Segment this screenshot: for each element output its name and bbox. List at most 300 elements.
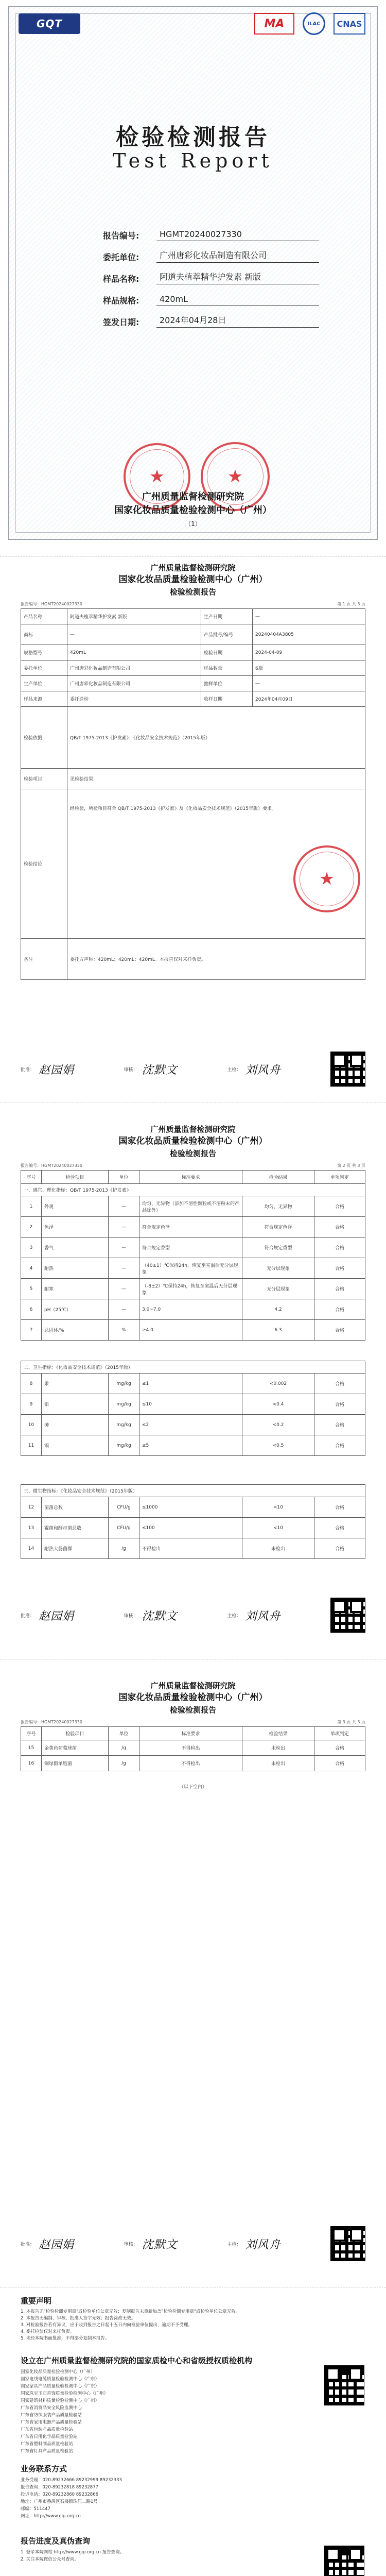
cell: % [109,1320,139,1341]
statement-title: 重要声明 [21,2296,52,2306]
header-center: 国家化妆品质量检验检测中心（广州） [118,1692,268,1703]
cell: 9 [21,1394,42,1415]
cell-value: 阿道夫植萃精华护发素 新版 [67,609,201,624]
cell: ≤10 [139,1394,242,1415]
cell-value: 2024年04月09日 [253,691,365,707]
header-center: 国家化妆品质量检验检测中心（广州） [118,574,268,585]
field-label: 样品规格: [103,296,139,306]
cell: 耐热 [42,1258,109,1279]
section-title: 三、微生物指标：《化妆品安全技术规范》（2015年版） [21,1485,365,1497]
statement-item: 3. 对检验报告若有异议，应于收到报告之日起十五日内向检验单位提出，逾期不予受理。 [21,2323,192,2328]
table-row [21,1435,365,1456]
cell: 3 [21,1238,42,1258]
cell: — [109,1217,139,1238]
table-row [21,1217,365,1238]
table-row [21,1756,365,1771]
section-title: 一、感官、理化指标：QB/T 1975-2013《护发素》 [21,1184,365,1196]
col-header: 检验项目 [42,1171,109,1184]
report-header [0,1680,386,1716]
center-name: 国家化妆品质量检验检测中心（广州） [114,505,272,516]
qr-code [324,2546,364,2576]
cell: 菌落总数 [42,1497,109,1518]
report-number-line: 报告编号：HGMT20240027330 [21,1720,82,1724]
cnas-logo: CNAS [334,13,365,35]
cell: 8 [21,1374,42,1394]
cell-label: 商标 [21,624,67,645]
cell: <10 [242,1497,314,1518]
cell-value: QB/T 1975-2013《护发素》；《化妆品安全技术规范》（2015年版） [67,707,365,769]
cell: 6 [21,1299,42,1320]
cell-value: 2024-04-09 [253,645,365,660]
cell: 15 [21,1740,42,1756]
cell-value: 20240404A3805 [253,624,365,645]
reviewer-name: 沈默文 [142,1609,178,1623]
table-row [21,1196,365,1217]
cell: 符合规定色泽 [139,1217,242,1238]
contact-item: 网址：http://www.gqi.org.cn [21,2514,81,2519]
cell: 合格 [314,1279,365,1299]
cell: 霉菌和酵母菌总数 [42,1518,109,1538]
cell-label: 样品来源 [21,691,67,707]
page-marker: （1） [185,520,201,528]
cell: 合格 [314,1538,365,1559]
cell: 合格 [314,1394,365,1415]
table-row [21,624,365,645]
cell: mg/kg [109,1394,139,1415]
cell: 4.2 [242,1299,314,1320]
cell-value: 420mL [67,645,201,660]
col-header: 单项判定 [314,1727,365,1740]
cell-value: 广州唐彩化妆品制造有限公司 [67,660,201,676]
cover-field-row [103,265,319,284]
cell-value: 委托方声称：420mL；420mL；420mL。本报告仅对来样负责。 [67,939,365,980]
approver-label: 批准： [21,2242,35,2247]
table-row [21,769,365,789]
cell: — [109,1258,139,1279]
report-header [0,1124,386,1159]
cell: 13 [21,1518,42,1538]
cover-field-row [103,286,319,306]
cell: 铜绿假单胞菌 [42,1756,109,1771]
cell: — [109,1279,139,1299]
col-header: 序号 [21,1171,42,1184]
table-row [21,1740,365,1756]
gqt-logo: GQT [19,13,80,34]
approver-signature [21,2236,74,2252]
cell: 无分层现象 [242,1258,314,1279]
table-row [21,1374,365,1394]
approver-name: 赵园娟 [39,1063,75,1077]
cell: 不得检出 [139,1538,242,1559]
cell: 7 [21,1320,42,1341]
cell: 汞 [42,1374,109,1394]
cell-label: 生产日期 [201,609,253,624]
cell: 均匀、无异物（添加不溶性颗粒或不溶粉末的产品除外） [139,1196,242,1217]
accreditation-logos [254,12,365,35]
qr-code [324,2365,364,2405]
contact-item: 报告查询：020-89232818 89232877 [21,2485,99,2490]
cell: 镉 [42,1435,109,1456]
institution-item: 广东省塑料制品质量检验站 [21,2442,74,2447]
cell: 10 [21,1415,42,1435]
cell: 合格 [314,1518,365,1538]
results-table-body-2 [21,1361,365,1456]
reviewer-name: 沈默文 [142,1063,178,1077]
query-item: 2. 关注本院微信公众号查询。 [21,2557,79,2562]
header-center: 国家化妆品质量检验检测中心（广州） [118,1136,268,1146]
cell-label: 收样日期 [201,691,253,707]
col-header: 单项判定 [314,1171,365,1184]
col-header: 单位 [109,1171,139,1184]
table-row [21,691,365,707]
table-row [21,1279,365,1299]
tester-name: 刘风舟 [245,1609,281,1623]
col-header: 单位 [109,1727,139,1740]
results-table [21,1726,365,1771]
table-row [21,1518,365,1538]
cell: mg/kg [109,1435,139,1456]
table-row [21,939,365,980]
cell: — [109,1238,139,1258]
section-row [21,1485,365,1497]
cell-label: 检验结论 [21,789,67,939]
blank-note: （以下空白） [179,1785,207,1790]
table-row [21,1394,365,1415]
cell-label: 产品批号/编号 [201,624,253,645]
table-row [21,1238,365,1258]
report-header [0,562,386,598]
col-header: 序号 [21,1727,42,1740]
cover-subtitle: Test Report [113,149,273,172]
sample-name: 阿道夫植萃精华护发素 新版 [156,270,319,284]
page-number: 第 1 页 共 3 页 [337,602,365,606]
cell: mg/kg [109,1374,139,1394]
table-row [21,645,365,660]
cell: 金黄色葡萄球菌 [42,1740,109,1756]
cover-fields [103,222,319,330]
cell: 符合规定香型 [242,1238,314,1258]
section-title: 二、卫生指标：《化妆品安全技术规范》（2015年版） [21,1361,365,1374]
ilac-logo: ILAC [303,12,325,35]
cell: 香气 [42,1238,109,1258]
cell: 外观 [42,1196,109,1217]
header-institute: 广州质量监督检测研究院 [150,563,236,572]
cell-label: 抽样单位 [201,676,253,691]
cell: 均匀、无异物 [242,1196,314,1217]
cell: <0.2 [242,1415,314,1435]
contact-title: 业务联系方式 [21,2464,67,2473]
header-report-title: 检验检测报告 [169,1705,216,1715]
results-table [21,1170,365,1196]
cell: 不得检出 [139,1756,242,1771]
reviewer-name: 沈默文 [142,2238,178,2251]
qr-code [330,1598,365,1633]
cover-field-row [103,222,319,241]
qr-code [330,1052,365,1087]
cell-label: 检验依据 [21,707,67,769]
reviewer-signature [124,1607,178,1623]
institution-item: 国家建筑材料质量检验检测中心（广州） [21,2398,100,2403]
cell: 未检出 [242,1740,314,1756]
approver-label: 批准： [21,1613,35,1619]
cell-value: 经检验，所检项目符合 QB/T 1975-2013《护发素》及《化妆品安全技术规范》（2015年版）要求。 [67,789,365,939]
field-label: 委托单位: [103,252,139,262]
results-table-body-3 [21,1484,365,1559]
table-header-row [21,1171,365,1184]
cell: 符合规定色泽 [242,1217,314,1238]
reviewer-signature [124,2236,178,2252]
cell: ≤5 [139,1435,242,1456]
cell-value: 委托送检 [67,691,201,707]
cell-label: 规格型号 [21,645,67,660]
approver-label: 批准： [21,1067,35,1073]
cell: 总固体/% [42,1320,109,1341]
cell: /g [109,1740,139,1756]
cell-label: 备注 [21,939,67,980]
issue-date: 2024年04月28日 [156,314,319,328]
cell: ≤100 [139,1518,242,1538]
tester-name: 刘风舟 [245,2238,281,2251]
cell-label: 检验日期 [201,645,253,660]
institution-item: 广东省灯具产品质量检验站 [21,2449,74,2454]
report-page-2 [0,1103,386,1649]
cell: ≥4.0 [139,1320,242,1341]
table-row [21,1538,365,1559]
cell: 2 [21,1217,42,1238]
cell-value: — [67,624,201,645]
statement-item: 2. 本报告无编制、审核、批准人签字无效；报告涂改无效。 [21,2316,136,2321]
approver-signature [21,1061,74,1077]
tester-label: 主检： [227,1067,241,1073]
cell: 无分层现象 [242,1279,314,1299]
sample-info-table [21,608,365,980]
tester-name: 刘风舟 [245,1063,281,1077]
header-institute: 广州质量监督检测研究院 [150,1681,236,1690]
cell: pH（25℃） [42,1299,109,1320]
institutions-list [21,2368,365,2455]
reviewer-signature [124,1061,178,1077]
cell: — [109,1196,139,1217]
cell-label: 产品名称 [21,609,67,624]
institution-item: 国家电线电缆质量检验检测中心（广东） [21,2377,100,2382]
cell: 16 [21,1756,42,1771]
red-seal-stamp: ★ [124,443,190,510]
institution-item: 国家化妆品质量检验检测中心（广州） [21,2369,95,2375]
approver-signature [21,1607,74,1623]
cover-title: 检验检测报告 [116,124,270,150]
table-row [21,609,365,624]
cell: 未检出 [242,1538,314,1559]
cell-label: 委托单位 [21,660,67,676]
cell-value: 6瓶 [253,660,365,676]
table-row [21,660,365,676]
cell: 合格 [314,1374,365,1394]
notice-page [0,2287,386,2576]
cell-label: 检验项目 [21,769,67,789]
client-name: 广州唐彩化妆品制造有限公司 [156,249,319,263]
cell: 色泽 [42,1217,109,1238]
cell-value: 见检验结果 [67,769,365,789]
contact-item: 邮编：511447 [21,2506,50,2512]
cell: （40±1）℃保持24h，恢复至室温后无分层现象 [139,1258,242,1279]
report-page-1 [0,556,386,1092]
cell: 不得检出 [139,1740,242,1756]
table-row [21,707,365,769]
cell: /g [109,1756,139,1771]
header-report-title: 检验检测报告 [169,587,216,597]
approver-name: 赵园娟 [39,2238,75,2251]
cell: 耐寒 [42,1279,109,1299]
cell: ≤2 [139,1415,242,1435]
red-seal-stamp: ★ [293,845,360,912]
page-number: 第 3 页 共 3 页 [337,1720,365,1724]
cell: 合格 [314,1299,365,1320]
cell: 耐热大肠菌群 [42,1538,109,1559]
cell: 砷 [42,1415,109,1435]
col-header: 检验结果 [242,1171,314,1184]
tester-signature [227,1607,280,1623]
reviewer-label: 审核： [124,2242,138,2247]
cell: — [109,1299,139,1320]
page-number: 第 2 页 共 3 页 [337,1163,365,1168]
cell: 11 [21,1435,42,1456]
results-table-body-1 [21,1196,365,1341]
col-header: 检验项目 [42,1727,109,1740]
cell: 合格 [314,1258,365,1279]
cell: 合格 [314,1320,365,1341]
contact-list [21,2477,365,2520]
contact-item: 投诉电话：020-89232860 89232866 [21,2492,99,2497]
cell: CFU/g [109,1518,139,1538]
table-row [21,1299,365,1320]
cell: 合格 [314,1415,365,1435]
report-number-line: 报告编号：HGMT20240027330 [21,602,82,606]
tester-label: 主检： [227,2242,241,2247]
query-title: 报告进度及真伪查询 [21,2536,91,2546]
sample-spec: 420mL [156,294,319,306]
institution-item: 广东省家用电器产品质量检验站 [21,2420,82,2425]
cell: 合格 [314,1217,365,1238]
cell: /g [109,1538,139,1559]
tester-signature [227,2236,280,2252]
cell: 1 [21,1196,42,1217]
cell: 14 [21,1538,42,1559]
cell: 铅 [42,1394,109,1415]
col-header: 标准要求 [139,1171,242,1184]
qr-code [330,2226,365,2261]
institution-item: 广东省消费品安全风险监测中心 [21,2405,82,2411]
tester-label: 主检： [227,1613,241,1619]
section-row [21,1184,365,1196]
cell: CFU/g [109,1497,139,1518]
query-list [21,2549,365,2563]
header-report-title: 检验检测报告 [169,1149,216,1158]
cover-field-row [103,243,319,263]
report-number: HGMT20240027330 [156,229,319,241]
cell-value: 广州唐彩化妆品制造有限公司 [67,676,201,691]
cell-value: — [253,609,365,624]
cell: 合格 [314,1196,365,1217]
red-seal-stamp: ★ [201,442,270,511]
cover-footer [0,490,386,531]
table-row [21,1497,365,1518]
cell: 合格 [314,1238,365,1258]
table-header-row [21,1727,365,1740]
institution-item: 国家珠宝玉石首饰质量检验检测中心（广州） [21,2391,109,2396]
table-row [21,1258,365,1279]
approver-name: 赵园娟 [39,1609,75,1623]
reviewer-label: 审核： [124,1613,138,1619]
cell: <0.002 [242,1374,314,1394]
signature-row [21,1598,365,1633]
cell: 5 [21,1279,42,1299]
cell: ≤1000 [139,1497,242,1518]
cell: （-8±2）℃保持24h，恢复至室温后无分层现象 [139,1279,242,1299]
cell-label: 生产单位 [21,676,67,691]
statement-item: 1. 本报告无"检验检测专用章"或检验单位公章无效；复制报告未重新加盖"检验检测专用章"或检验单位公章无效。 [21,2309,240,2314]
table-row [21,676,365,691]
cell: ≤1 [139,1374,242,1394]
institution-item: 国家家具产品质量检验检测中心（广东） [21,2384,100,2389]
cell: 未检出 [242,1756,314,1771]
cell-value: — [253,676,365,691]
field-label: 签发日期: [103,317,139,327]
section-row [21,1361,365,1374]
cell: <10 [242,1518,314,1538]
cma-logo: MA [254,13,294,35]
signature-row [21,1052,365,1087]
institutions-title: 设立在广州质量监督检测研究院的国家质检中心和省级授权质检机构 [21,2356,253,2365]
tester-signature [227,1061,280,1077]
report-page-3 [0,1659,386,2277]
cell: 符合规定香型 [139,1238,242,1258]
statement-item: 5. 未经本院书面批准，不得部分复制本报告。 [21,2336,110,2341]
field-label: 样品名称: [103,274,139,284]
institute-name: 广州质量监督检测研究院 [142,492,244,502]
cell: <0.5 [242,1435,314,1456]
statement-item: 4. 委托检验仅对来样负责。 [21,2329,75,2334]
cover-page [0,0,386,546]
cover-field-row [103,308,319,328]
institution-item: 广东省日用化学品质量检验站 [21,2434,78,2439]
col-header: 检验结果 [242,1727,314,1740]
signature-row [21,2226,365,2261]
cell: <0.4 [242,1394,314,1415]
query-item: 1. 登录本院网站 http://www.gqi.org.cn 报告查询。 [21,2550,125,2555]
table-row [21,1415,365,1435]
cell: mg/kg [109,1415,139,1435]
col-header: 标准要求 [139,1727,242,1740]
cell: 合格 [314,1435,365,1456]
field-label: 报告编号: [103,231,139,241]
cell-label: 样品数量 [201,660,253,676]
header-institute: 广州质量监督检测研究院 [150,1125,236,1134]
report-number-line: 报告编号：HGMT20240027330 [21,1163,82,1168]
cell: 6.3 [242,1320,314,1341]
cell: 4 [21,1258,42,1279]
institution-item: 广东省包装产品质量检验站 [21,2427,74,2432]
statement-list [21,2309,365,2342]
cell: 3.0~7.0 [139,1299,242,1320]
cell: 合格 [314,1740,365,1756]
cell: 合格 [314,1497,365,1518]
institution-item: 广东省纺织服装产品质量检验站 [21,2413,82,2418]
contact-item: 地址：广州市番禺区石楼镇珠江二路1号 [21,2499,98,2504]
table-row [21,1320,365,1341]
reviewer-label: 审核： [124,1067,138,1073]
cell: 12 [21,1497,42,1518]
cell: 合格 [314,1756,365,1771]
